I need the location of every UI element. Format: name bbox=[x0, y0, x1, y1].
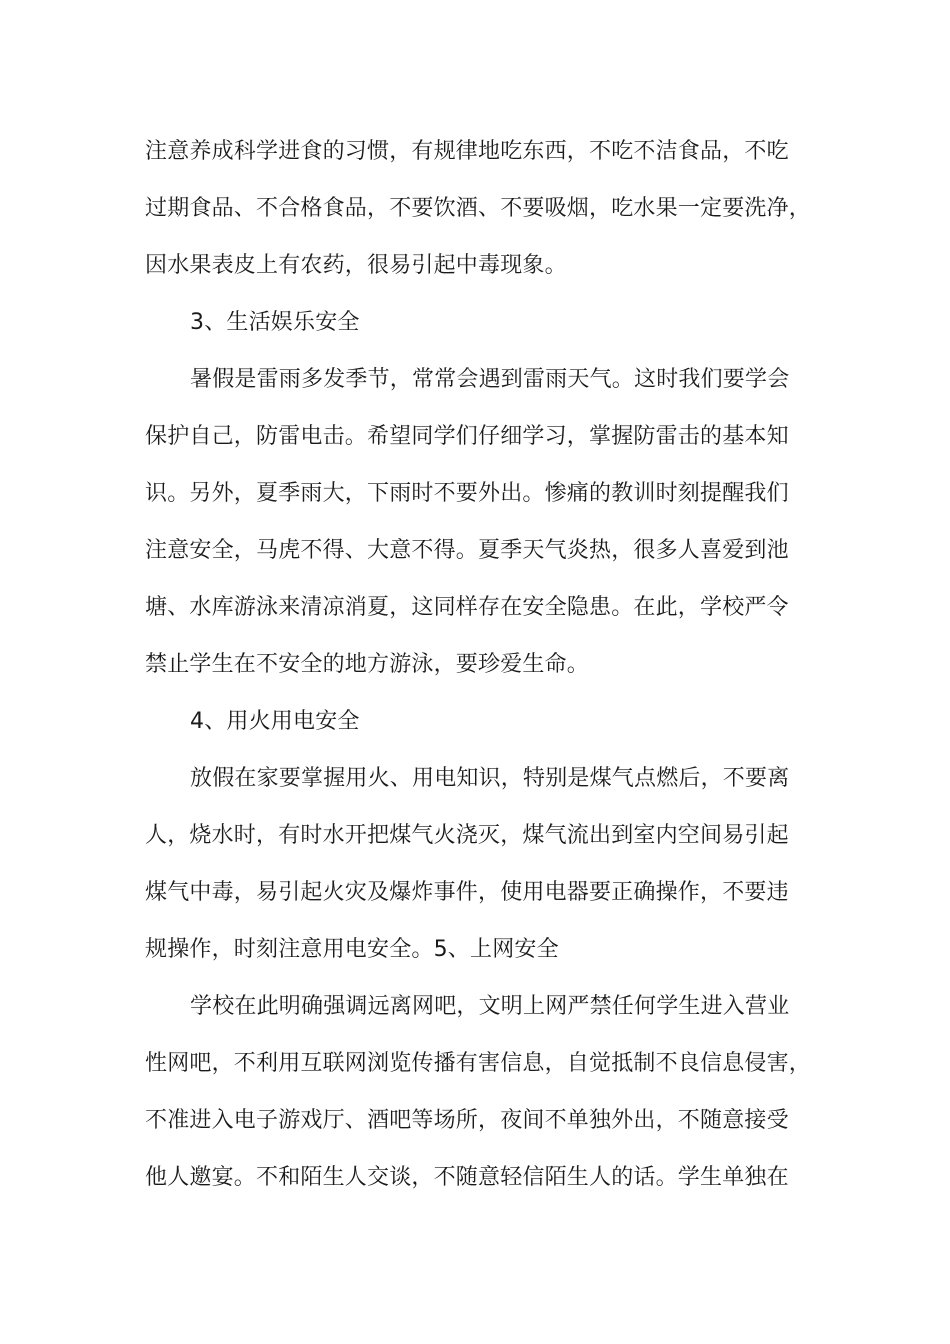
paragraph-line: 塘、水库游泳来清凉消夏，这同样存在安全隐患。在此，学校严令 bbox=[145, 595, 789, 620]
paragraph-line: 不准进入电子游戏厅、酒吧等场所，夜间不单独外出，不随意接受 bbox=[145, 1108, 789, 1133]
paragraph-line: 注意安全，马虎不得、大意不得。夏季天气炎热，很多人喜爱到池 bbox=[145, 538, 789, 563]
paragraph-line: 过期食品、不合格食品，不要饮酒、不要吸烟，吃水果一定要洗净， bbox=[145, 196, 812, 221]
paragraph-line: 煤气中毒，易引起火灾及爆炸事件，使用电器要正确操作，不要违 bbox=[145, 880, 789, 905]
paragraph-line: 保护自己，防雷电击。希望同学们仔细学习，掌握防雷击的基本知 bbox=[145, 424, 789, 449]
paragraph-line: 因水果表皮上有农药，很易引起中毒现象。 bbox=[145, 253, 567, 278]
paragraph-line: 他人邀宴。不和陌生人交谈，不随意轻信陌生人的话。学生单独在 bbox=[145, 1165, 789, 1190]
paragraph-line: 规操作，时刻注意用电安全。5、上网安全 bbox=[145, 937, 559, 962]
paragraph-line: 禁止学生在不安全的地方游泳，要珍爱生命。 bbox=[145, 652, 590, 677]
paragraph-line: 人，烧水时，有时水开把煤气火浇灭，煤气流出到室内空间易引起 bbox=[145, 823, 789, 848]
paragraph-line: 识。另外，夏季雨大，下雨时不要外出。惨痛的教训时刻提醒我们 bbox=[145, 481, 789, 506]
paragraph-line: 暑假是雷雨多发季节，常常会遇到雷雨天气。这时我们要学会 bbox=[190, 367, 790, 392]
section-heading: 4、用火用电安全 bbox=[190, 709, 360, 734]
paragraph-line: 注意养成科学进食的习惯，有规律地吃东西，不吃不洁食品，不吃 bbox=[145, 139, 789, 164]
paragraph-line: 性网吧，不利用互联网浏览传播有害信息，自觉抵制不良信息侵害， bbox=[145, 1051, 812, 1076]
paragraph-line: 放假在家要掌握用火、用电知识，特别是煤气点燃后，不要离 bbox=[190, 766, 790, 791]
section-heading: 3、生活娱乐安全 bbox=[190, 310, 360, 335]
paragraph-line: 学校在此明确强调远离网吧，文明上网严禁任何学生进入营业 bbox=[190, 994, 790, 1019]
